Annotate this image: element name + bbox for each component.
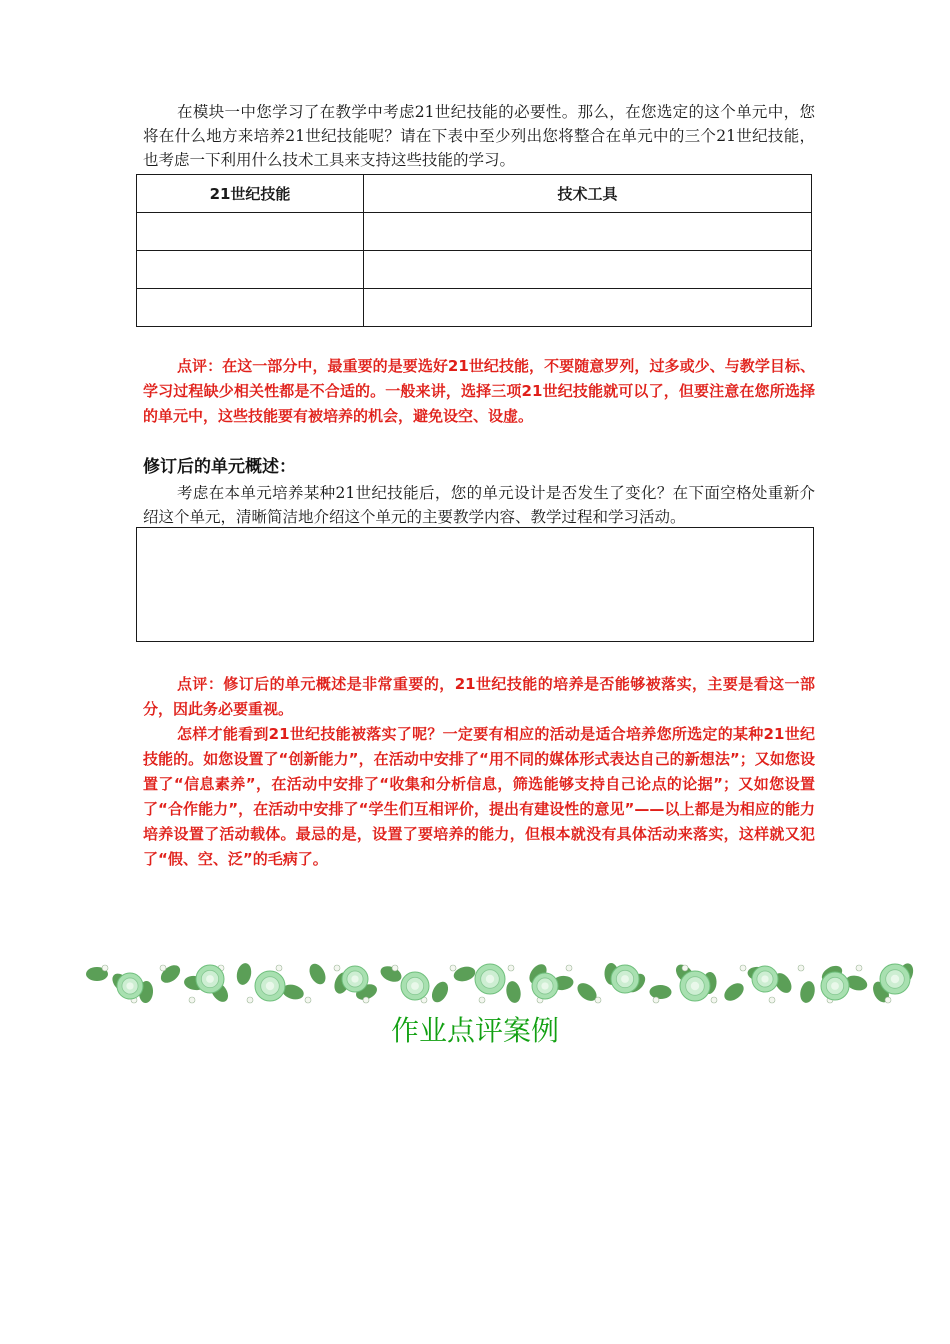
rose-garland-icon [85,948,920,1018]
table-row [137,251,812,289]
skills-comment: 点评：在这一部分中，最重要的是要选好21世纪技能，不要随意罗列，过多或少、与教学目标、学习过程缺少相关性都是不合适的。一般来讲，选择三项21世纪技能就可以了，但要注意在您所选择的单元中，这些技能要有被培养的机会，避免设空、设虚。 [143,357,815,425]
activity-comment: 怎样才能看到21世纪技能被落实了呢？一定要有相应的活动是适合培养您所选定的某种21世纪技能的。如您设置了“创新能力”，在活动中安排了“用不同的媒体形式表达自己的新想法”；又如您设置了“信息素养”，在活动中安排了“收集和分析信息，筛选能够支持自己论点的论据”；又如您设置了“合作能力”，在活动中安排了“学生们互相评价，提出有建设性的意见”——以上都是为相应的能力培养设置了活动载体。最忌的是，设置了要培养的能力，但根本就没有具体活动来落实，这样就又犯了“假、空、泛”的毛病了。 [143,725,815,868]
header-tool: 技术工具 [364,175,812,213]
tool-cell[interactable] [364,289,812,327]
header-skill: 21世纪技能 [137,175,364,213]
overview-comment: 点评：修订后的单元概述是非常重要的，21世纪技能的培养是否能够被落实，主要是看这一部分，因此务必要重视。 [143,675,815,718]
tool-cell[interactable] [364,251,812,289]
revised-overview-answer-box[interactable] [136,527,814,642]
table-header-row [137,175,812,213]
revised-overview-heading: 修订后的单元概述： [143,457,296,477]
skill-cell[interactable] [137,251,364,289]
revised-overview-paragraph: 考虑在本单元培养某种21世纪技能后，您的单元设计是否发生了变化？在下面空格处重新介绍这个单元，清晰简洁地介绍这个单元的主要教学内容、教学过程和学习活动。 [143,484,815,526]
table-row [137,213,812,251]
skill-cell[interactable] [137,213,364,251]
skill-cell[interactable] [137,289,364,327]
intro-paragraph: 在模块一中您学习了在教学中考虑21世纪技能的必要性。那么，在您选定的这个单元中，您将在什么地方来培养21世纪技能呢？请在下表中至少列出您将整合在单元中的三个21世纪技能，也考虑一下利用什么技术工具来支持这些技能的学习。 [143,103,815,169]
section-caption: 作业点评案例 [390,1014,559,1047]
skills-table [136,174,812,327]
tool-cell[interactable] [364,213,812,251]
table-row [137,289,812,327]
